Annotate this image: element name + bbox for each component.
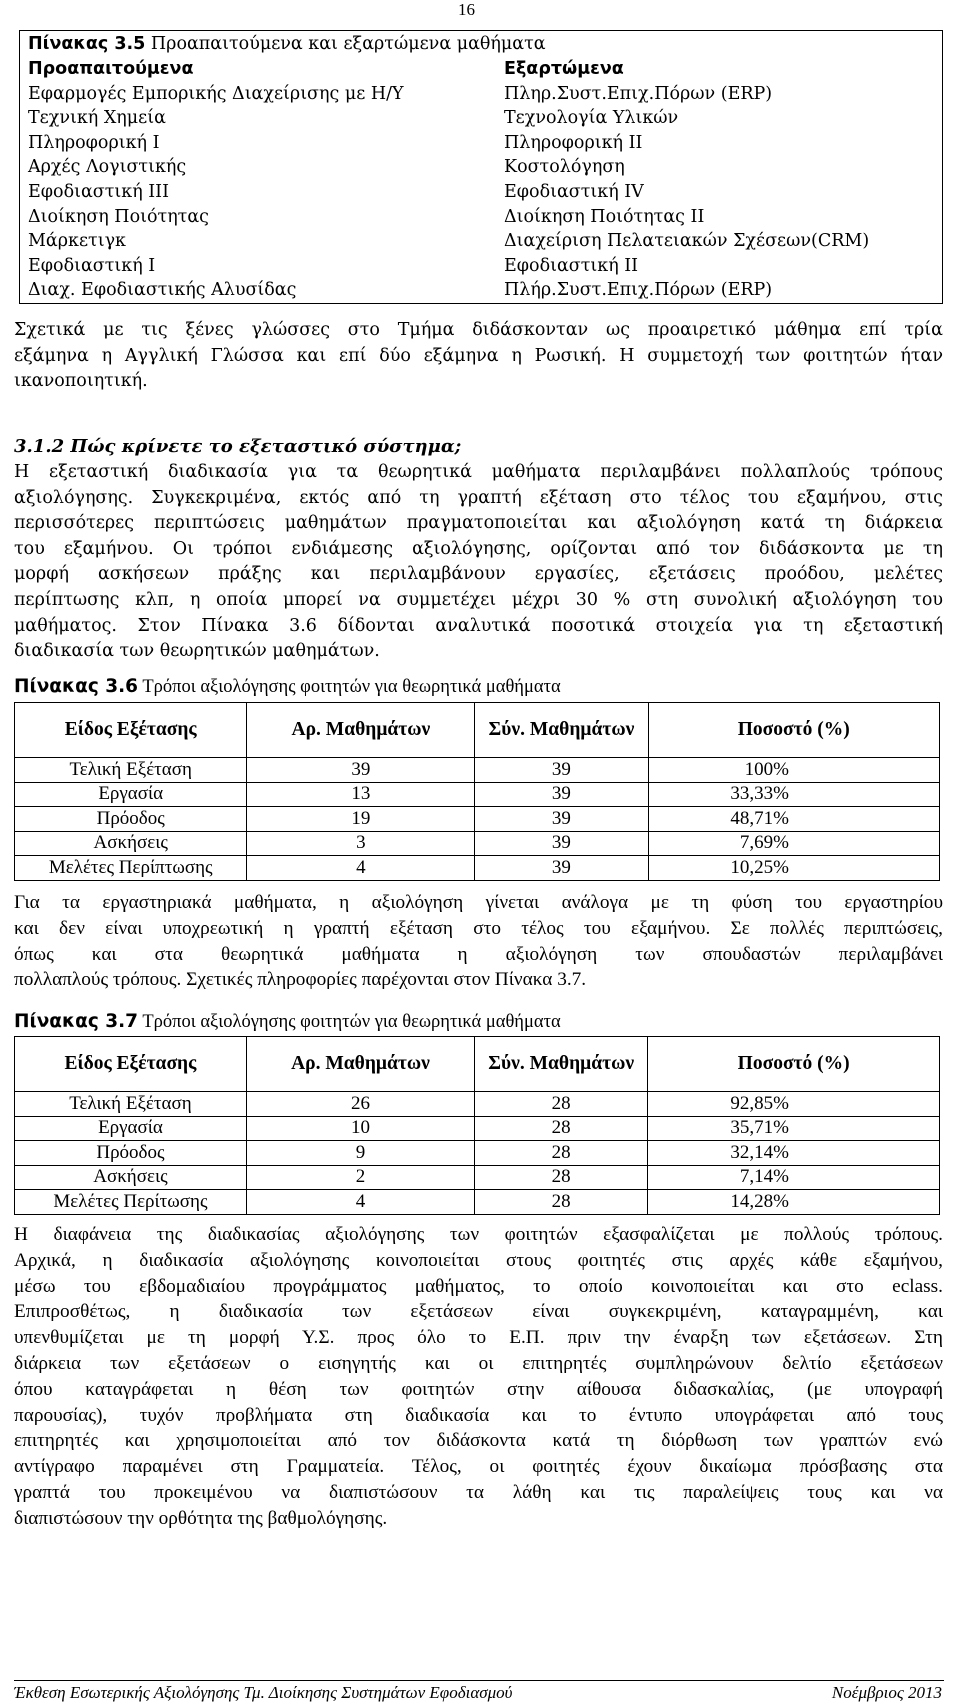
dependent-course: Εφοδιαστική ΙΙ (504, 255, 639, 276)
prerequisite-course: Αρχές Λογιστικής (28, 157, 187, 178)
text-line: υπενθυμίζεται με τη μορφή Υ.Σ. προς όλο το Ε.Π. πριν την έναρξη των εξετάσεων. Στη (14, 1327, 943, 1349)
column-header: Είδος Εξέτασης (15, 1037, 247, 1092)
text-line: μορφή ασκήσεων πράξης και περιλαμβάνουν εργασίες, εξετάσεις προόδου, μελέτες (14, 564, 943, 585)
table36-caption (14, 676, 561, 698)
table-row (15, 782, 940, 807)
text-line: Για τα εργαστηριακά μαθήματα, η αξιολόγηση γίνεται ανάλογα με τη φύση του εργαστηρίου (14, 892, 943, 913)
table-row (20, 106, 942, 131)
table-row (15, 807, 940, 832)
text-line: όπου καταγράφεται η θέση των φοιτητών στην αίθουσα διδασκαλίας, (με υπογραφή (14, 1378, 943, 1400)
text-line: Σχετικά με τις ξένες γλώσσες στο Τμήμα διδάσκονταν ως προαιρετικό μάθημα επί τρία (14, 320, 943, 340)
table-row (20, 205, 942, 230)
table-caption (20, 31, 942, 57)
table-row (15, 1116, 940, 1141)
page-number: 16 (458, 0, 475, 19)
total-courses-cell: 28 (475, 1165, 648, 1190)
total-courses-cell: 28 (475, 1116, 648, 1141)
text-line: Η διαφάνεια της διαδικασίας αξιολόγησης των φοιτητών εξασφαλίζεται με πολλούς τρόπους. (14, 1224, 943, 1245)
table-row (15, 1165, 940, 1190)
table-header-row (20, 57, 942, 82)
text-line: διάρκεια των εξετάσεων ο εισηγητής και οι επιτηρητές συμπληρώνουν δελτίο εξετάσεων (14, 1352, 943, 1374)
caption-text: Τρόποι αξιολόγησης φοιτητών για θεωρητικά μαθήματα (138, 677, 561, 697)
caption-text: Προαπαιτούμενα και εξαρτώμενα μαθήματα (145, 34, 546, 54)
dependent-course: Πλήρ.Συστ.Επιχ.Πόρων (ERP) (504, 280, 773, 301)
column-header: Σύν. Μαθημάτων (475, 1037, 648, 1092)
exam-type-cell: Πρόοδος (15, 807, 247, 832)
prerequisites-table (19, 30, 943, 304)
text-line: επιτηρητές και χρησιμοποιείται από τον διδάσκοντα κατά τη διόρθωση των γραπτών ενώ (14, 1430, 943, 1452)
exam-type-cell: Μελέτες Περίπτωσης (15, 856, 247, 881)
prerequisite-course: Τεχνική Χημεία (28, 108, 166, 129)
caption-text: Τρόποι αξιολόγησης φοιτητών για θεωρητικά μαθήματα (138, 1012, 561, 1032)
course-count-cell: 19 (247, 807, 475, 832)
text-line: διαπιστώσουν την ορθότητα της βαθμολόγησης. (14, 1507, 388, 1529)
table-row (20, 155, 942, 180)
percentage-cell: 92,85% (648, 1092, 940, 1117)
text-line: πολλαπλούς τρόπους. Σχετικές πληροφορίες παρέχονται στον Πίνακα 3.7. (14, 969, 587, 991)
theory-assessment-table (14, 702, 940, 881)
prerequisite-course: Εφοδιαστική ΙΙΙ (28, 181, 169, 202)
table-row (15, 1141, 940, 1166)
total-courses-cell: 28 (475, 1092, 648, 1117)
prerequisite-course: Μάρκετιγκ (28, 231, 126, 252)
transparency-paragraph (14, 1222, 943, 1532)
text-line: γραπτά του προκειμένου να διαπιστώσουν τα λάθη και τις παραλείψεις τους και να (14, 1481, 943, 1503)
exam-type-cell: Πρόοδος (15, 1141, 247, 1166)
exam-type-cell: Ασκήσεις (15, 1165, 247, 1190)
header-prerequisite: Προαπαιτούμενα (28, 59, 194, 79)
course-count-cell: 4 (246, 1190, 474, 1215)
exam-type-cell: Εργασία (15, 1116, 247, 1141)
total-courses-cell: 39 (475, 831, 648, 856)
total-courses-cell: 28 (475, 1190, 648, 1215)
percentage-cell: 33,33% (648, 782, 939, 807)
dependent-course: Πληρ.Συστ.Επιχ.Πόρων (ERP) (504, 83, 773, 104)
total-courses-cell: 28 (475, 1141, 648, 1166)
header-dependent: Εξαρτώμενα (504, 59, 624, 79)
total-courses-cell: 39 (475, 856, 648, 881)
text-line: διαδικασία των θεωρητικών μαθημάτων. (14, 641, 380, 662)
text-line: του εξαμήνου. Οι τρόποι ενδιάμεσης αξιολόγησης, ορίζονται από τον διδάσκοντα με τη (14, 538, 943, 559)
caption-label: Πίνακας 3.5 (28, 34, 146, 54)
column-header: Ποσοστό (%) (648, 703, 939, 758)
total-courses-cell: 39 (475, 807, 648, 832)
percentage-cell: 7,69% (648, 831, 939, 856)
percentage-cell: 32,14% (648, 1141, 940, 1166)
text-line: περισσότερες περιπτώσεις μαθημάτων πραγματοποιείται και αξιολόγηση κατά τη διάρκεια (14, 513, 943, 534)
exam-system-paragraph (14, 460, 943, 665)
footer-divider (14, 1680, 944, 1681)
table-row (20, 278, 942, 303)
table-row (15, 758, 940, 783)
exam-type-cell: Μελέτες Περίτωσης (15, 1190, 247, 1215)
percentage-cell: 100% (648, 758, 939, 783)
column-header: Είδος Εξέτασης (15, 703, 247, 758)
percentage-cell: 14,28% (648, 1190, 940, 1215)
course-count-cell: 10 (246, 1116, 474, 1141)
dependent-course: Κοστολόγηση (504, 157, 625, 178)
text-line: Η εξεταστική διαδικασία για τα θεωρητικά μαθήματα περιλαμβάνει πολλαπλούς τρόπους (14, 462, 943, 482)
prerequisite-course: Πληροφορική Ι (28, 132, 160, 153)
dependent-course: Τεχνολογία Υλικών (504, 108, 679, 129)
table37-caption (14, 1011, 561, 1033)
exam-type-cell: Τελική Εξέταση (15, 758, 247, 783)
caption-label: Πίνακας 3.6 (14, 676, 139, 697)
course-count-cell: 9 (246, 1141, 474, 1166)
caption-label: Πίνακας 3.7 (14, 1011, 139, 1032)
dependent-course: Διοίκηση Ποιότητας ΙΙ (504, 206, 705, 227)
table-row (15, 856, 940, 881)
dependent-course: Εφοδιαστική IV (504, 181, 644, 202)
table-row (20, 82, 942, 107)
course-count-cell: 26 (246, 1092, 474, 1117)
table-header-row (15, 703, 940, 758)
prerequisite-course: Διοίκηση Ποιότητας (28, 206, 209, 227)
course-count-cell: 2 (246, 1165, 474, 1190)
text-line: αξιολόγησης. Συγκεκριμένα, εκτός από τη γραπτή εξέταση στο τέλος του εξαμήνου, στις (14, 487, 943, 508)
lab-assessment-paragraph (14, 890, 943, 993)
section-heading: 3.1.2 Πώς κρίνετε το εξεταστικό σύστημα; (14, 436, 462, 457)
total-courses-cell: 39 (475, 782, 648, 807)
percentage-cell: 7,14% (648, 1165, 940, 1190)
languages-paragraph (14, 318, 943, 395)
table-header-row (15, 1037, 940, 1092)
column-header: Ποσοστό (%) (648, 1037, 940, 1092)
prerequisite-course: Διαχ. Εφοδιαστικής Αλυσίδας (28, 280, 297, 301)
text-line: εξάμηνα η Αγγλική Γλώσσα και επί δύο εξάμηνα η Ρωσική. Η συμμετοχή των φοιτητών ήταν (14, 345, 943, 366)
dependent-course: Πληροφορική ΙΙ (504, 132, 643, 153)
percentage-cell: 48,71% (648, 807, 939, 832)
footer-date: Νοέμβριος 2013 (831, 1683, 942, 1702)
course-count-cell: 4 (247, 856, 475, 881)
course-count-cell: 39 (247, 758, 475, 783)
percentage-cell: 10,25% (648, 856, 939, 881)
column-header: Σύν. Μαθημάτων (475, 703, 648, 758)
exam-type-cell: Εργασία (15, 782, 247, 807)
prerequisite-course: Εφαρμογές Εμπορικής Διαχείρισης με Η/Υ (28, 83, 404, 104)
course-count-cell: 13 (247, 782, 475, 807)
prerequisite-course: Εφοδιαστική Ι (28, 255, 156, 276)
text-line: Επιπροσθέτως, η διαδικασία των εξετάσεων είναι συγκεκριμένη, καταγραμμένη, και (14, 1301, 943, 1323)
lab-assessment-table (14, 1036, 940, 1215)
column-header: Αρ. Μαθημάτων (247, 703, 475, 758)
table-row (20, 254, 942, 279)
text-line: περίπτωσης κλπ, η οποία μπορεί να συμμετέχει μέχρι 30 % στη συνολική αξιολόγηση του (14, 589, 943, 610)
text-line: παρουσίας), τυχόν προβλήματα στη διαδικασία και το έντυπο υπογράφεται από τους (14, 1404, 943, 1426)
text-line: αντίγραφο παραμένει στη Γραμματεία. Τέλος, οι φοιτητές έχουν δικαίωμα πρόσβασης στα (14, 1456, 943, 1478)
text-line: μέσω του εβδομαδιαίου προγράμματος μαθήματος, το οποίο κοινοποιείται και στο eclass. (14, 1275, 943, 1297)
table-row (20, 131, 942, 156)
column-header: Αρ. Μαθημάτων (246, 1037, 474, 1092)
text-line: μαθήματος. Στον Πίνακα 3.6 δίδονται αναλυτικά ποσοτικά στοιχεία για τη εξεταστική (14, 615, 943, 636)
table-row (20, 229, 942, 254)
text-line: και δεν είναι υποχρεωτική η γραπτή εξέταση στο τέλος του εξαμήνου. Σε πολλές περιπτώσεις, (14, 917, 943, 939)
dependent-course: Διαχείριση Πελατειακών Σχέσεων(CRM) (504, 231, 870, 252)
table-row (15, 1190, 940, 1215)
text-line: Αρχικά, η διαδικασία αξιολόγησης κοινοποιείται στους φοιτητές στις αρχές κάθε εξαμήνου, (14, 1249, 943, 1271)
course-count-cell: 3 (247, 831, 475, 856)
percentage-cell: 35,71% (648, 1116, 940, 1141)
exam-type-cell: Τελική Εξέταση (15, 1092, 247, 1117)
table-row (15, 831, 940, 856)
exam-type-cell: Ασκήσεις (15, 831, 247, 856)
text-line: ικανοποιητική. (14, 371, 148, 392)
table-row (15, 1092, 940, 1117)
total-courses-cell: 39 (475, 758, 648, 783)
table-row (20, 180, 942, 205)
footer-title: Έκθεση Εσωτερικής Αξιολόγησης Τμ. Διοίκησης Συστημάτων Εφοδιασμού (14, 1683, 513, 1702)
text-line: όπως και στα θεωρητικά μαθήματα η αξιολόγηση των σπουδαστών περιλαμβάνει (14, 943, 943, 965)
